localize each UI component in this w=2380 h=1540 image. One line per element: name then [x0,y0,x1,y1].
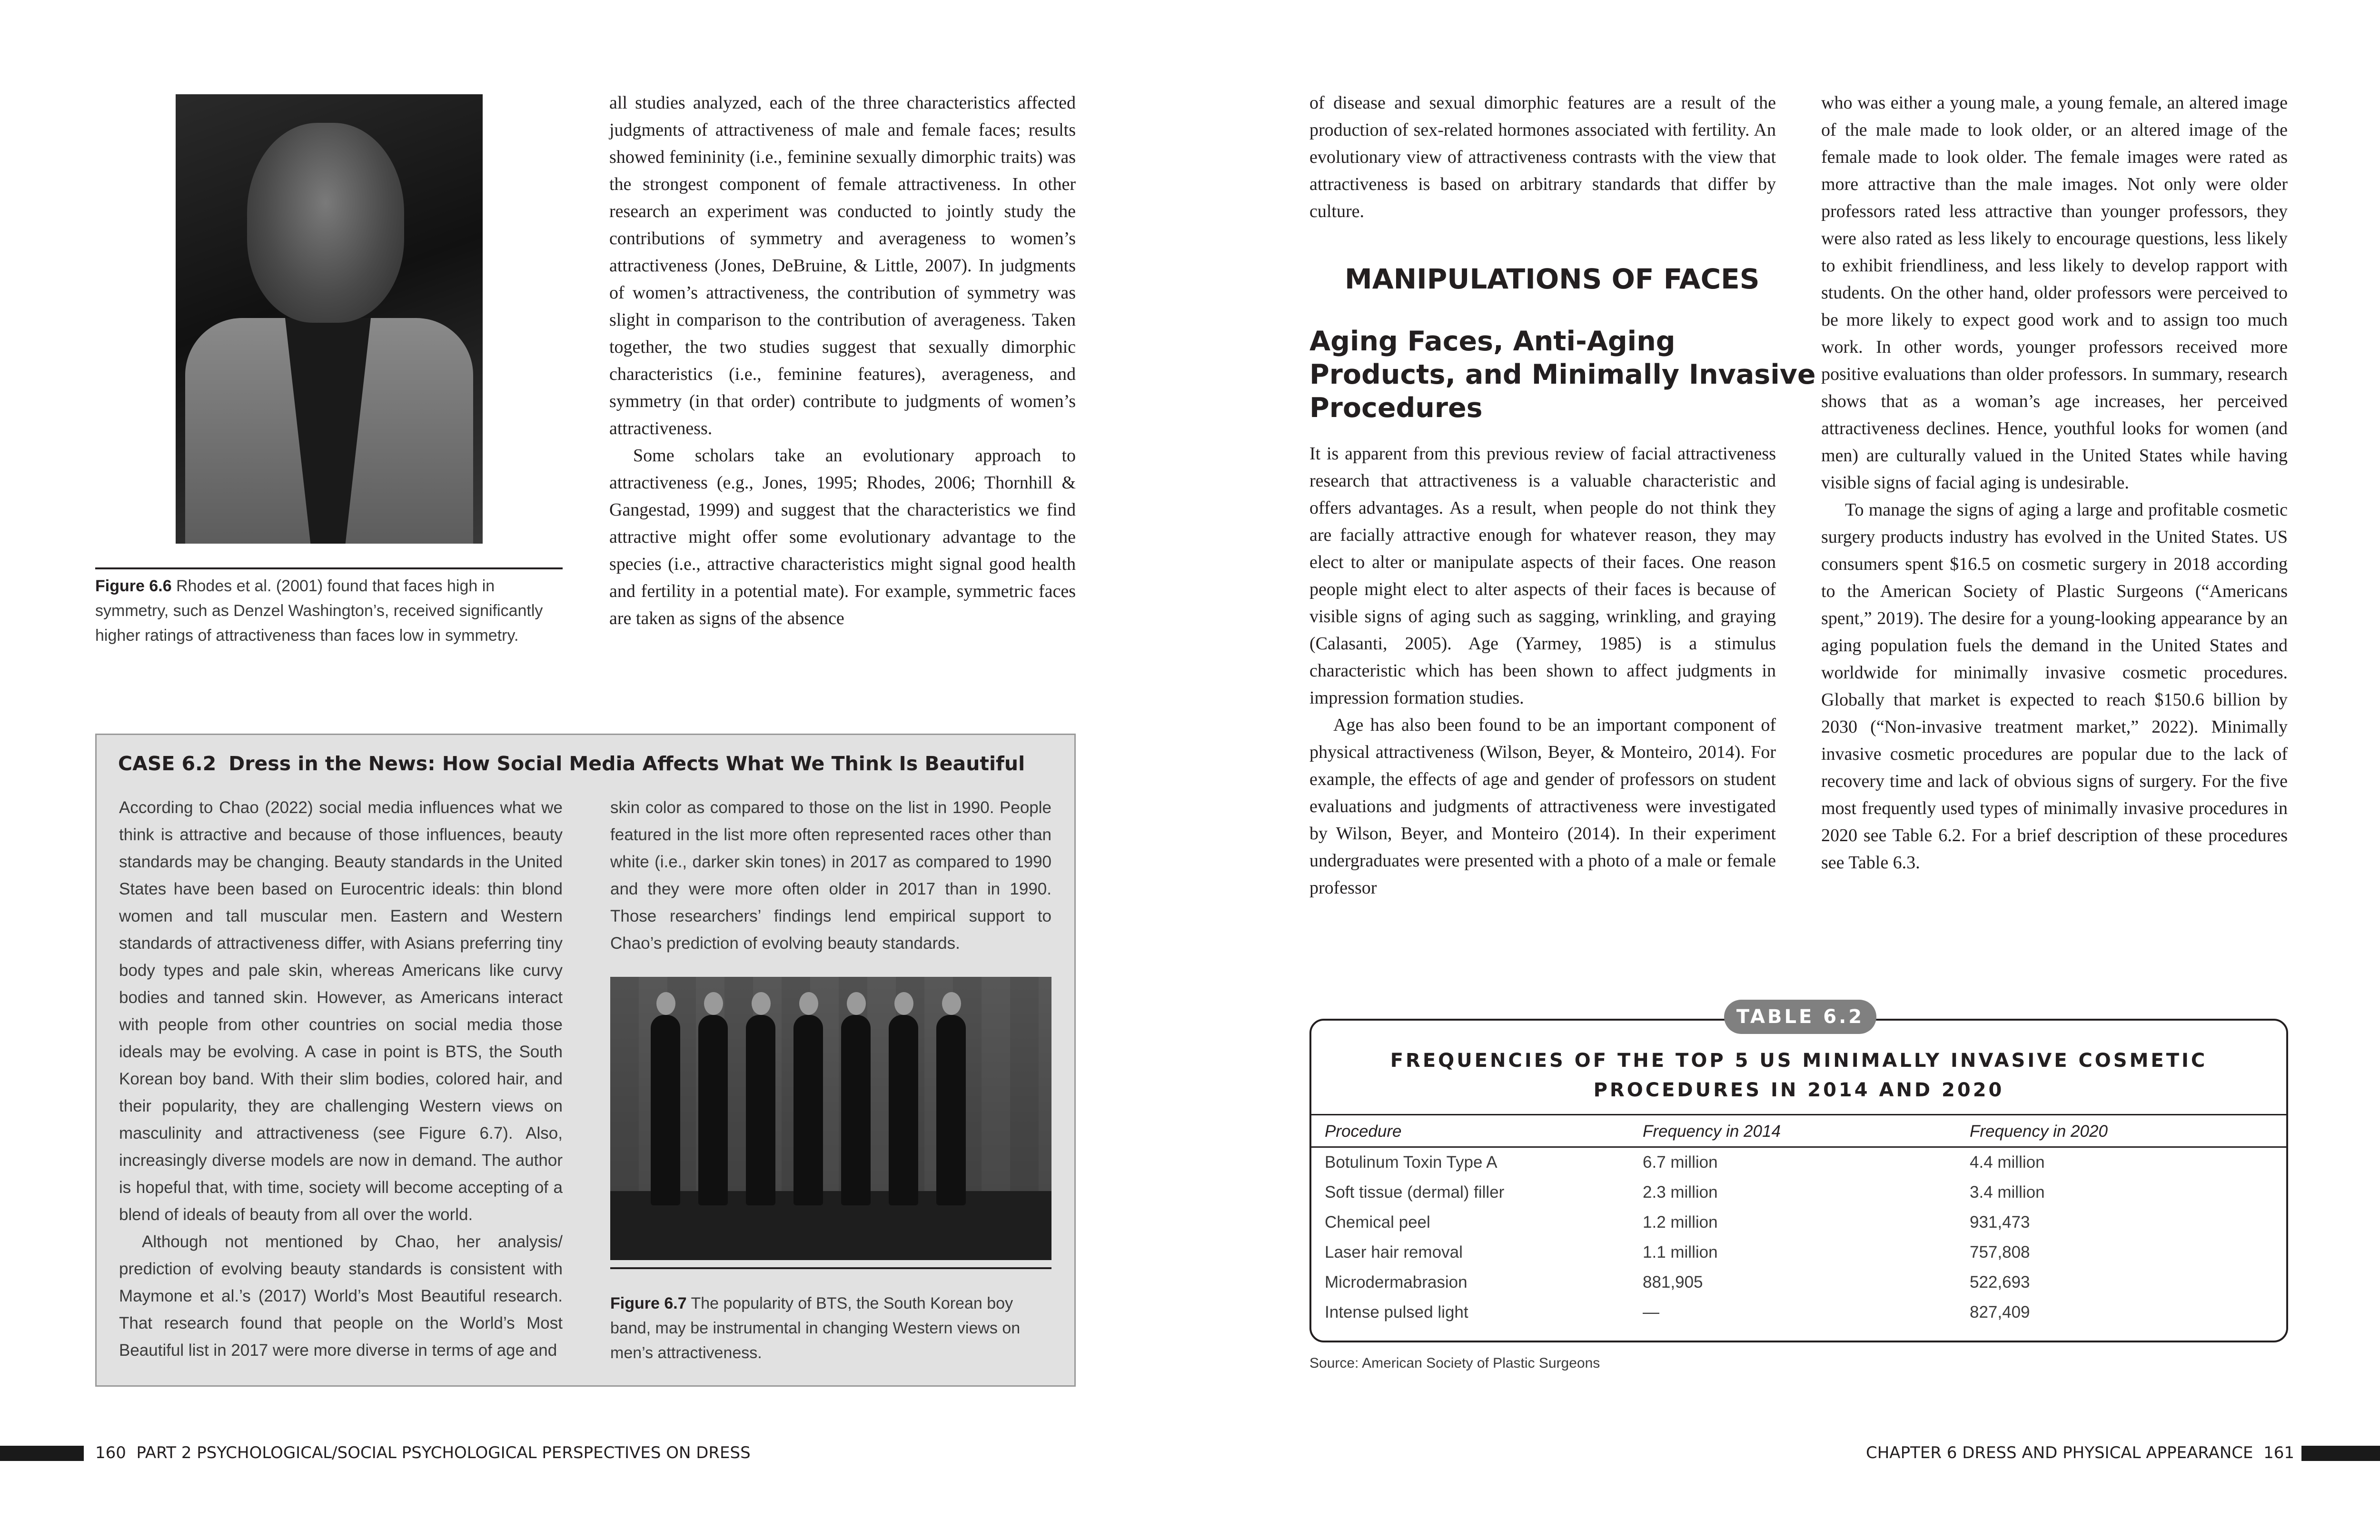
subsection-heading [1309,325,1816,425]
table-cell: Laser hair removal [1325,1243,1463,1262]
column-header: Frequency in 2020 [1970,1122,2108,1141]
case-label: CASE 6.2 [118,752,217,775]
case-title-text: Dress in the News: How Social Media Affects What We Think Is Beautiful [228,752,1025,775]
paragraph: all studies analyzed, each of the three characteristics affected judgments of attractiveness of male and female faces; results showed femininity (i.e., feminine sexually dimorphic traits) was the strongest component of female attractiveness. In other research an experiment was conducted to jointly study the contributions of symmetry and averageness to women’s attractiveness (Jones, DeBruine, & Little, 2007). In judgments of women’s attractiveness, the contribution of symmetry was slight in comparison to the contribution of averageness. Taken together, the two studies suggest that sexually dimorphic characteristics (i.e., feminine features), averageness, and symmetry (in that order) contribute to judgments of women’s attractiveness. [609,93,1076,438]
paragraph: Age has also been found to be an important component of physical attractiveness (Wilson, Beyer, & Monteiro, 2014). For example, the effects of age and gender of professors on student evaluations and judgments of attractiveness were investigated by Wilson, Beyer, and Monteiro (2014). In their experiment undergraduates were presented with a photo of a male or female professor [1309,715,1776,898]
table-cell: Microdermabrasion [1325,1273,1468,1292]
table-cell: 827,409 [1970,1303,2030,1321]
page-number: 161 [2263,1443,2295,1462]
paragraph: skin color as compared to those on the list in 1990. People featured in the list more often represented races other than white (i.e., darker skin tones) in 2017 as compared to 1990 and they were more often older in 2017 than in 1990. Those researchers’ findings lend empirical support to Chao’s prediction of evolving beauty standards. [610,798,1051,953]
paragraph: It is apparent from this previous review of facial attractiveness research that attractiveness is a valuable characteristic and offers advantages. As a result, when people do not think they are facially attractive enough for whatever reason, they may elect to alter or manipulate aspects of their faces. One reason people might elect to alter aspects of their faces is because of visible signs of aging such as sagging, wrinkling, and graying (Calasanti, 2005). Age (Yarmey, 1985) is a stimulus characteristic which has been shown to affect judgments in impression formation studies. [1309,444,1776,708]
table-badge: TABLE 6.2 [1724,1000,1876,1034]
table-cell: — [1643,1303,1659,1321]
table-cell: 2.3 million [1643,1183,1718,1202]
running-head: CHAPTER 6 DRESS AND PHYSICAL APPEARANCE [1866,1443,2253,1462]
figure-6-6-rule [95,567,563,569]
table-cell: 931,473 [1970,1213,2030,1232]
table-cell: 3.4 million [1970,1183,2045,1202]
figure-6-7-caption [610,1291,1051,1365]
column-header: Procedure [1325,1122,1402,1141]
heading-line: Aging Faces, Anti-Aging [1309,326,1676,357]
figure-6-7-rule [610,1267,1051,1269]
right-page-intro [1309,89,1776,225]
table-cell: 522,693 [1970,1273,2030,1292]
column-header: Frequency in 2014 [1643,1122,1781,1141]
table-source: Source: American Society of Plastic Surgeons [1309,1355,1600,1371]
right-page-footer [1866,1443,2294,1462]
paragraph: of disease and sexual dimorphic features are a result of the production of sex-related hormones associated with fertility. An evolutionary view of attractiveness contrasts with the view that attractiveness is based on arbitrary standards that differ by culture. [1309,93,1776,221]
footer-bar-left [0,1446,84,1461]
figure-6-6-photo [176,94,483,544]
caption-text: The popularity of BTS, the South Korean boy band, may be instrumental in changing Western views on men’s attractiveness. [610,1294,1021,1362]
table-cell: 881,905 [1643,1273,1703,1292]
footer-bar-right [2301,1446,2380,1461]
table-title [1309,1046,2288,1105]
figure-6-7-photo [610,977,1051,1260]
table-cell: 4.4 million [1970,1153,2045,1172]
section-heading: MANIPULATIONS OF FACES [1345,263,1760,295]
caption-text: Rhodes et al. (2001) found that faces high in symmetry, such as Denzel Washington’s, received significantly higher ratings of attractiveness than faces low in symmetry. [95,577,543,645]
table-cell: Intense pulsed light [1325,1303,1468,1321]
case-column-1 [119,794,563,1364]
paragraph: To manage the signs of aging a large and profitable cosmetic surgery products industry has evolved in the United States. US consumers spent $16.5 on cosmetic surgery in 2018 according to the American Society of Plastic Surgeons (“Americans spent,” 2019). The desire for a young-looking appearance by an aging population fuels the demand in the United States and worldwide for minimally invasive cosmetic procedures. Globally that market is expected to reach $150.6 billion by 2030 (“Non-invasive treatment market,” 2022). Minimally invasive cosmetic procedures are popular due to the lack of recovery time and lack of obvious signs of surgery. For the five most frequently used types of minimally invasive procedures in 2020 see Table 6.2. For a brief description of these procedures see Table 6.3. [1821,500,2288,873]
paragraph: Although not mentioned by Chao, her analysis/ prediction of evolving beauty standards is consistent with Maymone et al.’s (2017) World’s Most Beautiful research. That research found that people on the World’s Most Beautiful list in 2017 were more diverse in terms of age and [119,1232,563,1360]
paragraph: Some scholars take an evolutionary approach to attractiveness (e.g., Jones, 1995; Rhodes, 2006; Thornhill & Gangestad, 1999) and suggest that the characteristics we find attractive might offer some evolutionary advantage to the species (i.e., attractive characteristics might signal good health and fertility in a potential mate). For example, symmetric faces are taken as signs of the absence [609,446,1076,628]
case-column-2 [610,794,1051,957]
paragraph: who was either a young male, a young female, an altered image of the male made to look older, or an altered image of the female made to look older. The female images were rated as more attractive than the male images. Not only were older professors rated less attractive than younger professors, they were also rated as less likely to encourage questions, less likely to exhibit friendliness, and less likely to develop rapport with students. On the other hand, older professors were perceived to be more likely to expect good work and to assign too much work. In other words, younger professors received more positive evaluations than older professors. In summary, research shows that as a woman’s age increases, her perceived attractiveness declines. Hence, youthful looks for women (and men) are culturally valued in the United States while having visible signs of facial aging is undesirable. [1821,93,2288,493]
running-head: PART 2 PSYCHOLOGICAL/SOCIAL PSYCHOLOGICAL PERSPECTIVES ON DRESS [136,1443,751,1462]
figure-6-6-caption [95,574,564,648]
table-cell: 757,808 [1970,1243,2030,1262]
left-page-column-2 [609,89,1076,632]
left-page-footer [95,1443,751,1462]
figure-label: Figure 6.6 [95,577,172,595]
paragraph: According to Chao (2022) social media influences what we think is attractive and because of those influences, beauty standards may be changing. Beauty standards in the United States have been based on Eurocentric ideals: thin blond women and tall muscular men. Eastern and Western standards of attractiveness differ, with Asians preferring tiny body types and pale skin, whereas Americans like curvy bodies and tanned skin. However, as Americans interact with people from other countries on social media those ideals may be evolving. A case in point is BTS, the South Korean boy band. With their slim bodies, colored hair, and their popularity, they are challenging Western views on masculinity and attractiveness (see Figure 6.7). Also, increasingly diverse models are now in demand. The author is hopeful that, with time, society will become accepting of a blend of ideals of beauty from all over the world. [119,798,563,1224]
table-title-line: FREQUENCIES OF THE TOP 5 US MINIMALLY INVASIVE COSMETIC [1390,1050,2208,1072]
table-cell: 1.2 million [1643,1213,1718,1232]
case-6-2-title [118,752,1025,775]
table-title-line: PROCEDURES IN 2014 AND 2020 [1593,1079,2004,1101]
table-cell: Botulinum Toxin Type A [1325,1153,1497,1172]
figure-label: Figure 6.7 [610,1294,687,1312]
right-page-column-2 [1821,89,2288,876]
heading-line: Products, and Minimally Invasive [1309,359,1816,390]
heading-line: Procedures [1309,392,1483,424]
table-cell: Chemical peel [1325,1213,1430,1232]
right-page-column-1 [1309,440,1776,902]
page-number: 160 [95,1443,126,1462]
table-top-rule [1311,1114,2286,1115]
table-cell: 1.1 million [1643,1243,1718,1262]
table-cell: Soft tissue (dermal) filler [1325,1183,1505,1202]
table-cell: 6.7 million [1643,1153,1718,1172]
